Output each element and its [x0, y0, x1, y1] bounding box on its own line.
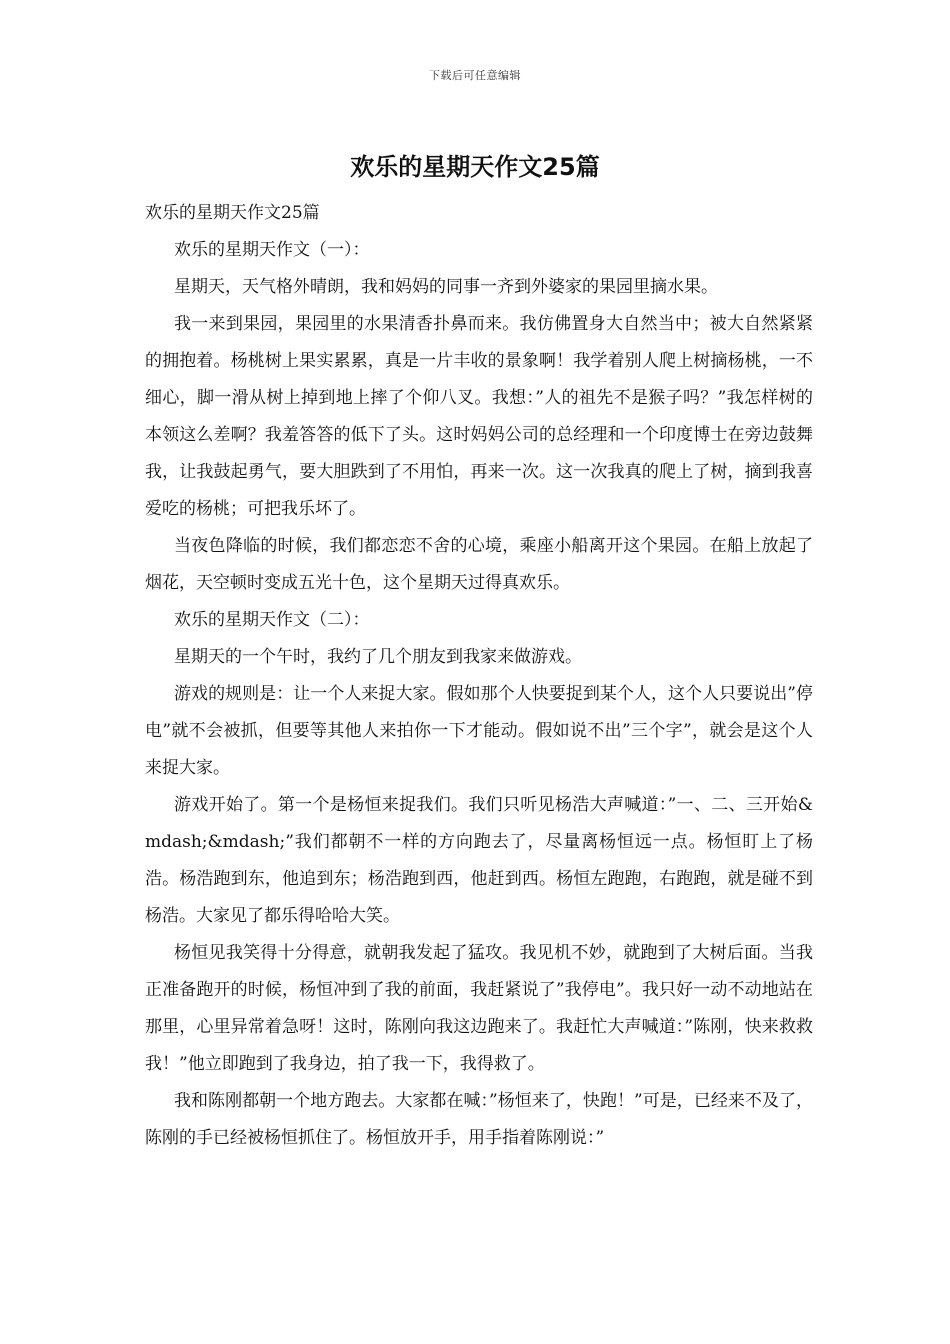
document-body	[145, 195, 813, 1157]
paragraph: 当夜色降临的时候，我们都恋恋不舍的心境，乘座小船离开这个果园。在船上放起了烟花，天空顿时变成五光十色，这个星期天过得真欢乐。	[145, 536, 813, 593]
paragraph-subtitle: 欢乐的星期天作文25篇	[145, 203, 320, 223]
paragraph-heading-2: 欢乐的星期天作文（二）：	[174, 610, 370, 630]
header-note: 下载后可任意编辑	[429, 69, 521, 82]
paragraph: 游戏的规则是：让一个人来捉大家。假如那个人快要捉到某个人，这个人只要说出”停电”就不会被抓，但要等其他人来拍你一下才能动。假如说不出”三个字”，就会是这个人来捉大家。	[145, 684, 813, 778]
paragraph: 我和陈刚都朝一个地方跑去。大家都在喊：”杨恒来了，快跑！”可是，已经来不及了，陈刚的手已经被杨恒抓住了。杨恒放开手，用手指着陈刚说：”	[145, 1091, 813, 1148]
paragraph-heading-1: 欢乐的星期天作文（一）：	[174, 240, 370, 260]
paragraph: 星期天，天气格外晴朗，我和妈妈的同事一齐到外婆家的果园里摘水果。	[174, 277, 718, 297]
paragraph: 我一来到果园，果园里的水果清香扑鼻而来。我仿佛置身大自然当中；被大自然紧紧的拥抱着。杨桃树上果实累累，真是一片丰收的景象啊！我学着别人爬上树摘杨桃，一不细心，脚一滑从树上掉到地上摔了个仰八叉。我想：”人的祖先不是猴子吗？”我怎样树的本领这么差啊？我羞答答的低下了头。这时妈妈公司的总经理和一个印度博士在旁边鼓舞我，让我鼓起勇气，要大胆跌到了不用怕，再来一次。这一次我真的爬上了树，摘到我喜爱吃的杨桃；可把我乐坏了。	[145, 314, 813, 519]
document-title: 欢乐的星期天作文25篇	[350, 153, 600, 181]
paragraph: 星期天的一个午时，我约了几个朋友到我家来做游戏。	[174, 647, 582, 667]
paragraph: 杨恒见我笑得十分得意，就朝我发起了猛攻。我见机不妙，就跑到了大树后面。当我正准备跑开的时候，杨恒冲到了我的前面，我赶紧说了”我停电”。我只好一动不动地站在那里，心里异常着急呀！这时，陈刚向我这边跑来了。我赶忙大声喊道：”陈刚，快来救救我！”他立即跑到了我身边，拍了我一下，我得救了。	[145, 943, 813, 1074]
paragraph: 游戏开始了。第一个是杨恒来捉我们。我们只听见杨浩大声喊道：”一、二、三开始&mdash;&mdash;”我们都朝不一样的方向跑去了，尽量离杨恒远一点。杨恒盯上了杨浩。杨浩跑到东，他追到东；杨浩跑到西，他赶到西。杨恒左跑跑，右跑跑，就是碰不到杨浩。大家见了都乐得哈哈大笑。	[145, 795, 813, 926]
